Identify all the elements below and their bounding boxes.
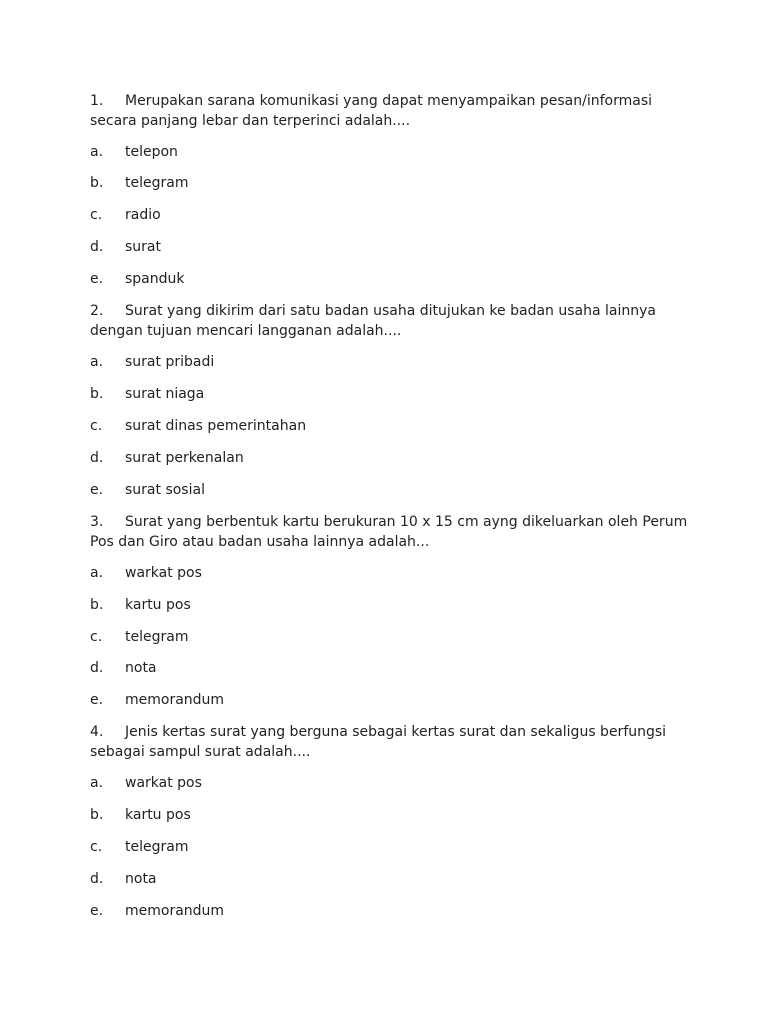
- option-letter: c.: [90, 839, 103, 855]
- option-text: memorandum: [125, 692, 225, 708]
- option-letter: d.: [90, 450, 104, 466]
- option-letter: a.: [90, 354, 104, 370]
- question-2-option-c: [90, 416, 690, 436]
- option-text: spanduk: [125, 271, 185, 287]
- option-letter: c.: [90, 418, 103, 434]
- option-text: kartu pos: [125, 807, 191, 823]
- question-4-option-b: [90, 805, 690, 825]
- question-2-option-b: [90, 384, 690, 404]
- question-4-option-e: [90, 901, 690, 921]
- question-1: [90, 91, 690, 131]
- option-letter: b.: [90, 386, 104, 402]
- option-letter: e.: [90, 271, 104, 287]
- option-text: telepon: [125, 144, 178, 160]
- question-text: Merupakan sarana komunikasi yang dapat menyampaikan pesan/informasi secara panjang lebar dan terperinci adalah....: [90, 93, 653, 129]
- option-text: surat dinas pemerintahan: [125, 418, 307, 434]
- option-letter: a.: [90, 565, 104, 581]
- option-letter: e.: [90, 903, 104, 919]
- question-3: [90, 512, 690, 552]
- question-text: Surat yang dikirim dari satu badan usaha ditujukan ke badan usaha lainnya dengan tujuan mencari langganan adalah....: [90, 303, 656, 339]
- option-letter: c.: [90, 629, 103, 645]
- option-letter: d.: [90, 660, 104, 676]
- question-3-option-c: [90, 627, 690, 647]
- option-letter: c.: [90, 207, 103, 223]
- option-text: surat pribadi: [125, 354, 215, 370]
- option-letter: e.: [90, 692, 104, 708]
- option-letter: d.: [90, 239, 104, 255]
- question-number: 1.: [90, 93, 104, 109]
- option-text: nota: [125, 660, 157, 676]
- question-4-option-d: [90, 869, 690, 889]
- option-letter: b.: [90, 597, 104, 613]
- option-text: memorandum: [125, 903, 225, 919]
- option-letter: a.: [90, 144, 104, 160]
- question-3-option-d: [90, 658, 690, 678]
- question-2-option-e: [90, 480, 690, 500]
- question-4-option-c: [90, 837, 690, 857]
- question-1-option-e: [90, 269, 690, 289]
- option-letter: e.: [90, 482, 104, 498]
- option-text: warkat pos: [125, 565, 202, 581]
- option-letter: b.: [90, 807, 104, 823]
- option-letter: a.: [90, 775, 104, 791]
- question-text: Jenis kertas surat yang berguna sebagai kertas surat dan sekaligus berfungsi sebagai sampul surat adalah....: [90, 724, 667, 760]
- question-2-option-a: [90, 352, 690, 372]
- option-text: nota: [125, 871, 157, 887]
- option-letter: b.: [90, 175, 104, 191]
- question-1-option-c: [90, 205, 690, 225]
- option-text: surat perkenalan: [125, 450, 244, 466]
- option-text: surat sosial: [125, 482, 205, 498]
- question-3-option-e: [90, 690, 690, 710]
- question-number: 4.: [90, 724, 104, 740]
- question-1-option-b: [90, 173, 690, 193]
- question-4-option-a: [90, 773, 690, 793]
- option-text: telegram: [125, 629, 189, 645]
- question-2-option-d: [90, 448, 690, 468]
- option-text: radio: [125, 207, 161, 223]
- option-text: surat: [125, 239, 161, 255]
- question-4: [90, 722, 690, 762]
- option-letter: d.: [90, 871, 104, 887]
- option-text: telegram: [125, 175, 189, 191]
- option-text: warkat pos: [125, 775, 202, 791]
- question-1-option-a: [90, 142, 690, 162]
- option-text: kartu pos: [125, 597, 191, 613]
- question-3-option-a: [90, 563, 690, 583]
- option-text: telegram: [125, 839, 189, 855]
- question-number: 3.: [90, 514, 104, 530]
- question-1-option-d: [90, 237, 690, 257]
- question-2: [90, 301, 690, 341]
- question-3-option-b: [90, 595, 690, 615]
- question-number: 2.: [90, 303, 104, 319]
- option-text: surat niaga: [125, 386, 205, 402]
- question-text: Surat yang berbentuk kartu berukuran 10 x 15 cm ayng dikeluarkan oleh Perum Pos dan Giro atau badan usaha lainnya adalah...: [90, 514, 688, 550]
